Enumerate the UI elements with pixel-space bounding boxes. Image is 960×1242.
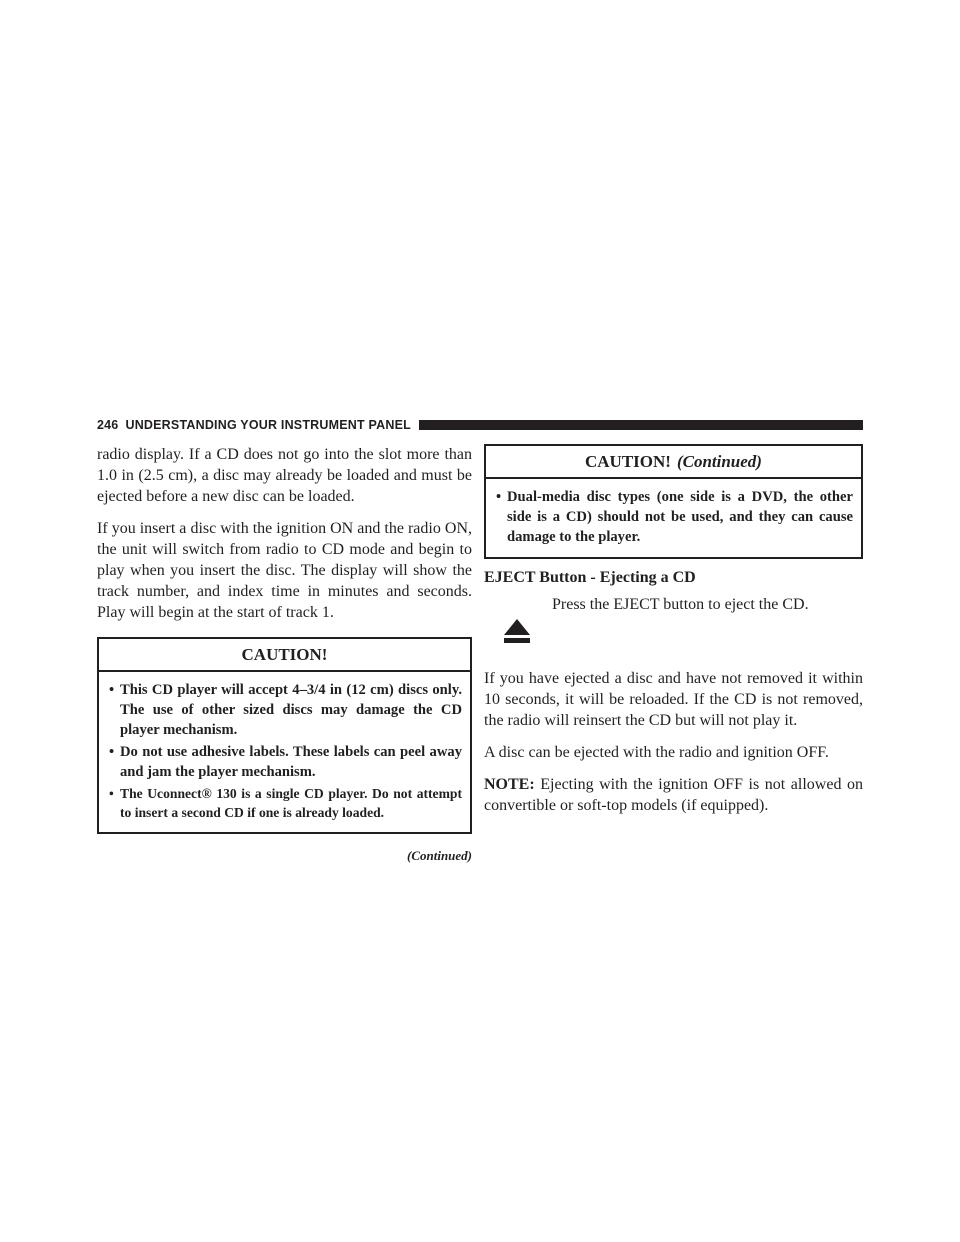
eject-instruction: Press the EJECT button to eject the CD. [552, 596, 809, 613]
header-rule [419, 420, 863, 430]
caution-title-continued [486, 446, 861, 479]
left-paragraph-1: radio display. If a CD does not go into the slot more than 1.0 in (2.5 cm), a disc may already be loaded and must be ejected before a new disc can be loaded. [97, 446, 472, 505]
right-paragraph-1: If you have ejected a disc and have not removed it within 10 seconds, it will be reloaded. If the CD is not removed, the radio will reinsert the CD but will not play it. [484, 670, 863, 729]
caution-title-text: CAUTION! [585, 452, 671, 471]
right-paragraph-2: A disc can be ejected with the radio and ignition OFF. [484, 744, 829, 761]
left-paragraph-2: If you insert a disc with the ignition ON and the radio ON, the unit will switch from radio to CD mode and begin to play when you insert the disc. The display will show the track number, and index time in minutes and seconds. Play will begin at the start of track 1. [97, 520, 472, 621]
caution-title-suffix: (Continued) [676, 452, 762, 471]
continued-label: (Continued) [406, 848, 472, 863]
caution-item: • The Uconnect® 130 is a single CD player. Do not attempt to insert a second CD if one is already loaded. [111, 784, 462, 822]
caution-item: • Dual-media disc types (one side is a DVD, the other side is a CD) should not be used, and they can cause damage to the player. [498, 487, 853, 547]
note-paragraph [484, 774, 863, 816]
eject-triangle [504, 619, 530, 635]
page-number: 246 [97, 418, 119, 432]
note-label: NOTE: [484, 776, 535, 793]
note-text: Ejecting with the ignition OFF is not allowed on convertible or soft-top models (if equipped). [484, 776, 864, 814]
caution-box [97, 637, 472, 834]
caution-item: • This CD player will accept 4–3/4 in (12 cm) discs only. The use of other sized discs may damage the CD player mechanism. [111, 680, 462, 740]
caution-list [486, 479, 861, 557]
caution-item: • Do not use adhesive labels. These labels can peel away and jam the player mechanism. [111, 742, 462, 782]
caution-list [99, 672, 470, 832]
left-column [97, 444, 472, 866]
eject-heading: EJECT Button - Ejecting a CD [484, 569, 696, 586]
caution-title: CAUTION! [99, 639, 470, 672]
eject-icon [484, 594, 552, 656]
right-column [484, 444, 863, 827]
section-title: UNDERSTANDING YOUR INSTRUMENT PANEL [125, 418, 411, 432]
page-header [97, 418, 863, 432]
caution-box-continued [484, 444, 863, 559]
eject-row [484, 594, 863, 656]
eject-bar [504, 638, 530, 643]
